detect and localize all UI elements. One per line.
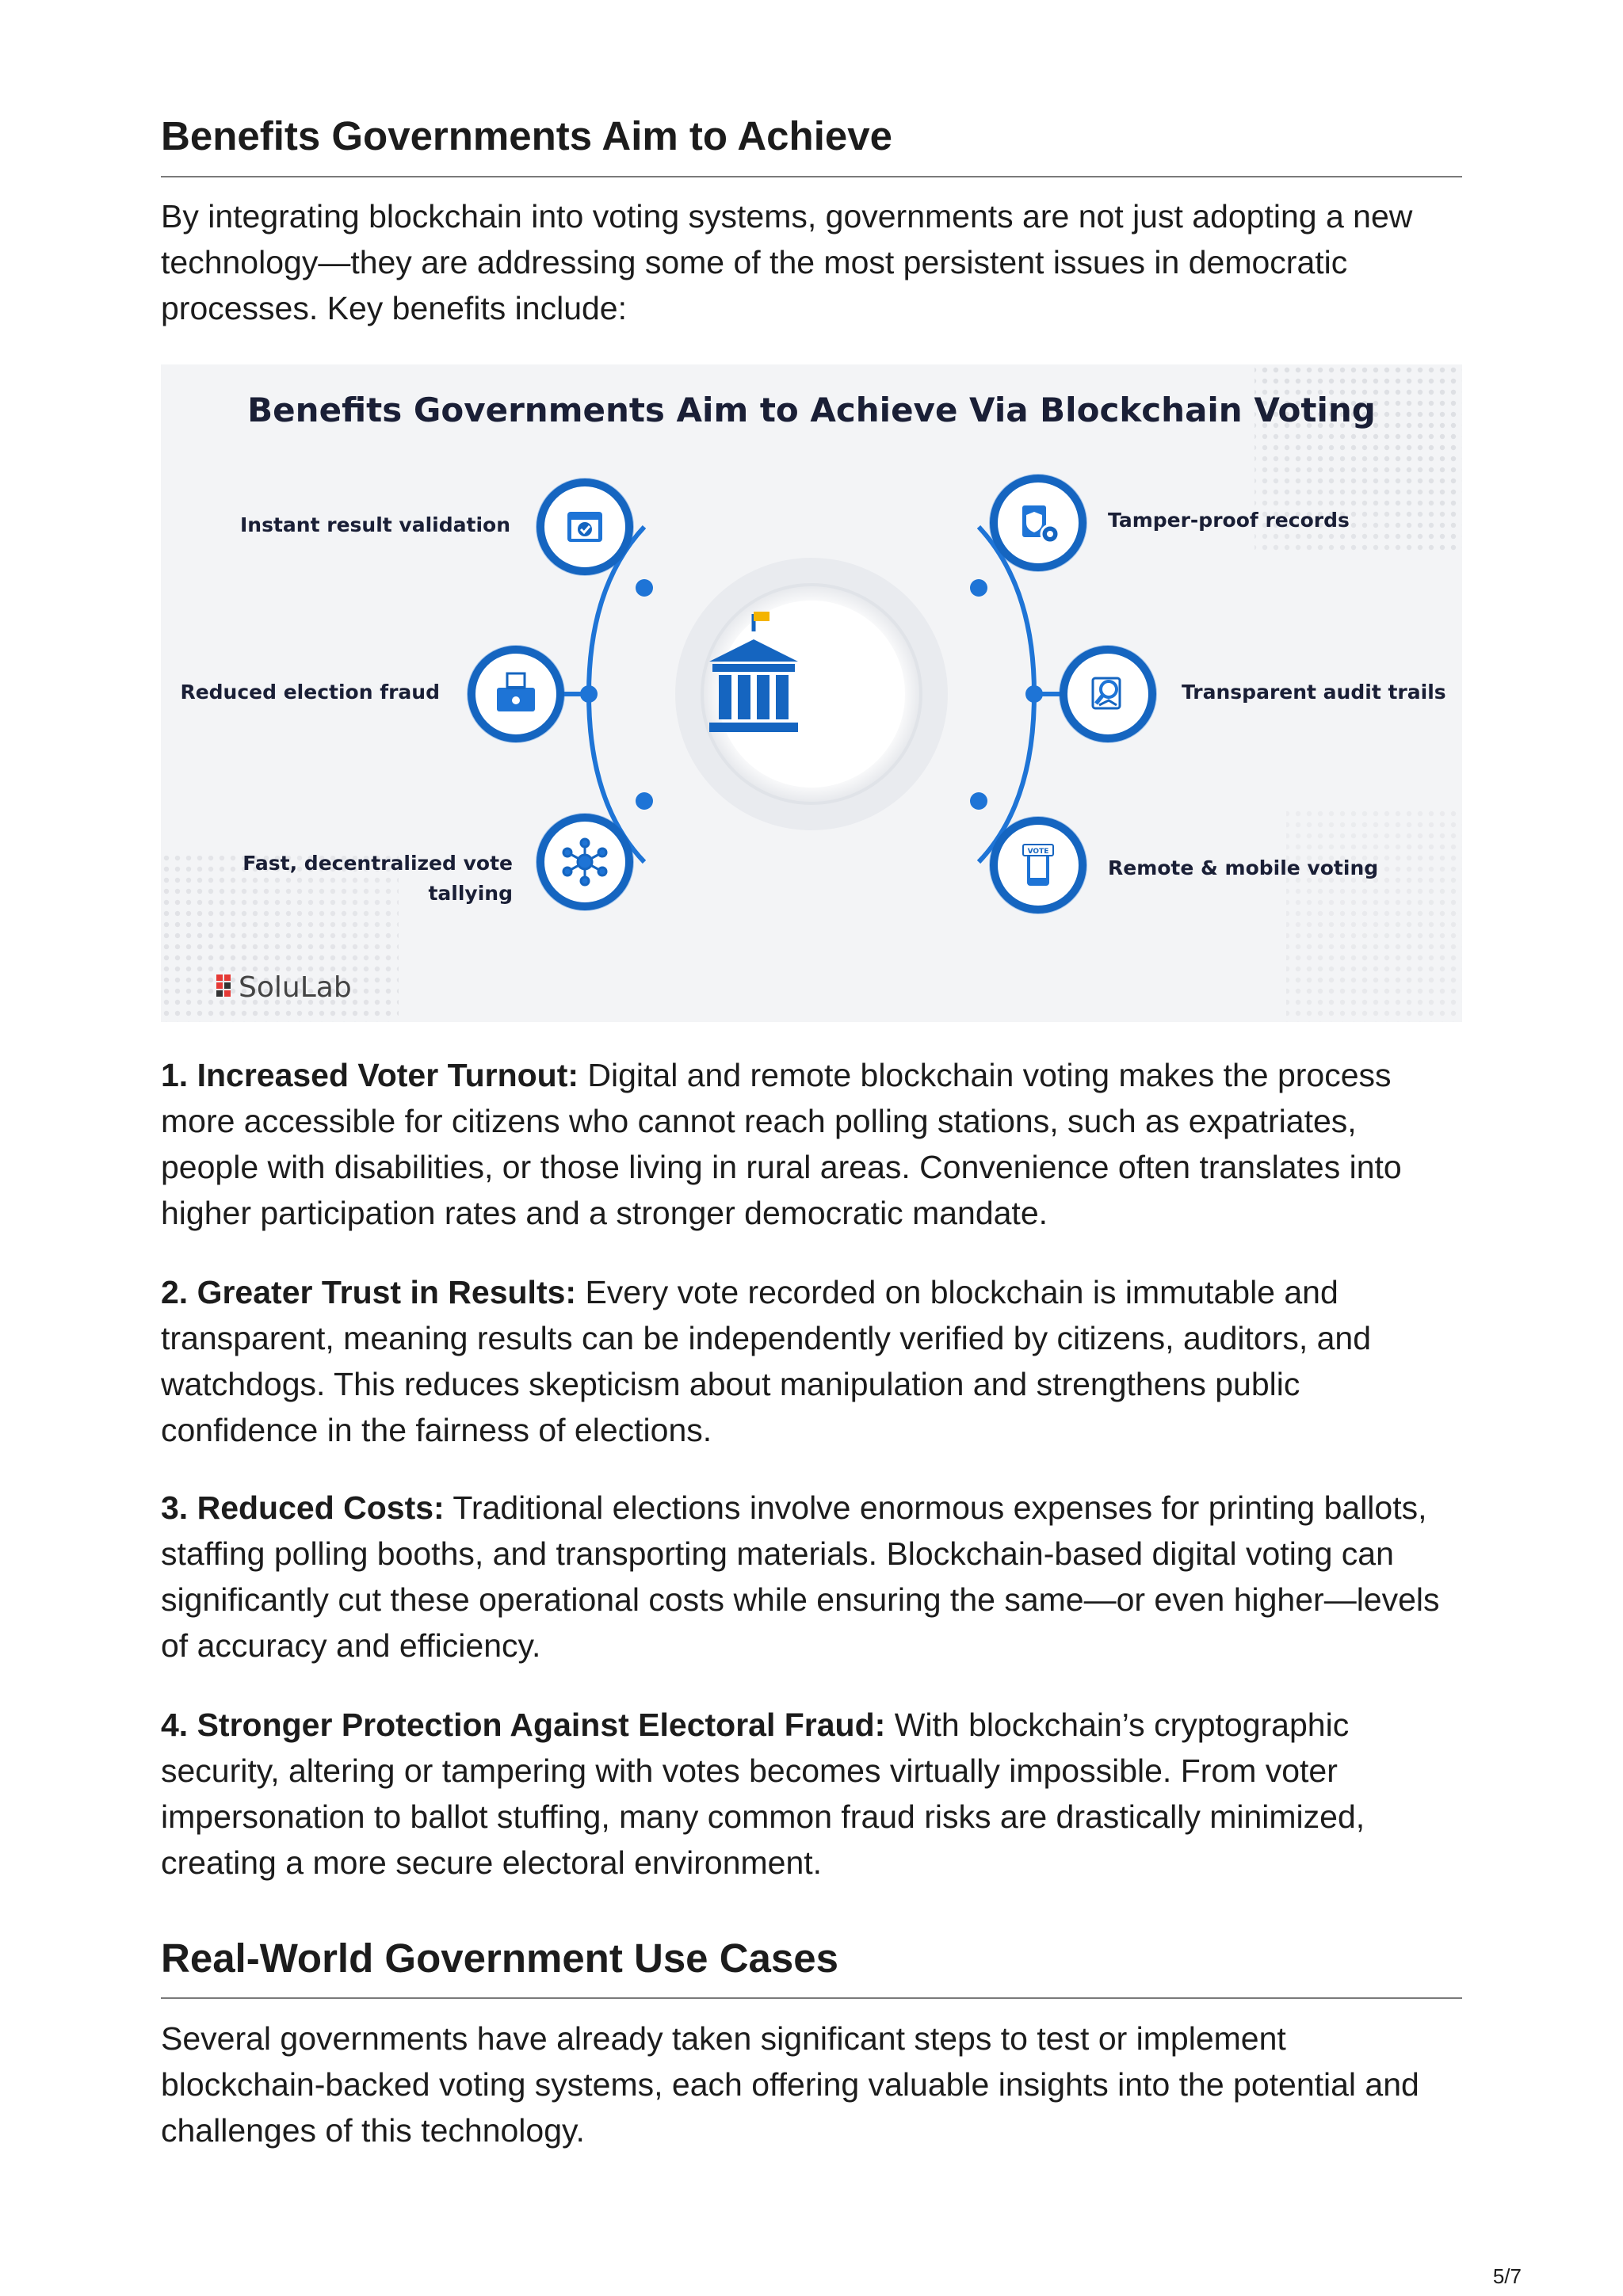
benefit-paragraph-4 bbox=[161, 1702, 1462, 1886]
benefit-heading: 1. Increased Voter Turnout: bbox=[161, 1057, 579, 1093]
section-heading-use-cases bbox=[161, 1936, 1462, 1982]
benefit-text: people with disabilities, or those living in rural areas. Convenience often translates into bbox=[161, 1149, 1402, 1185]
use-cases-line: Several governments have already taken significant steps to test or implement bbox=[161, 2020, 1286, 2057]
benefit-paragraph-2 bbox=[161, 1269, 1462, 1453]
benefit-label: Reduced election fraud bbox=[180, 681, 440, 704]
benefit-text: more accessible for citizens who cannot reach polling stations, such as expatriates, bbox=[161, 1103, 1357, 1139]
benefit-label: Instant result validation bbox=[239, 513, 510, 536]
vote-badge-text: VOTE bbox=[1027, 848, 1049, 856]
benefit-text: higher participation rates and a stronger democratic mandate. bbox=[161, 1195, 1048, 1231]
section-title: Real-World Government Use Cases bbox=[161, 1936, 838, 1981]
benefit-label: Transparent audit trails bbox=[1182, 681, 1446, 704]
benefit-text: Digital and remote blockchain voting makes the process bbox=[579, 1057, 1392, 1093]
benefit-label-line2: tallying bbox=[428, 882, 513, 905]
mobile-vote-icon bbox=[1023, 845, 1053, 886]
infographic-canvas bbox=[161, 364, 1462, 1022]
benefit-paragraph-1 bbox=[161, 1052, 1462, 1236]
intro-line: technology—they are addressing some of the most persistent issues in democratic bbox=[161, 244, 1348, 280]
benefit-text: confidence in the fairness of elections. bbox=[161, 1412, 712, 1448]
brand-name: SoluLab bbox=[239, 971, 352, 1004]
infographic-title: Benefits Governments Aim to Achieve Via Blockchain Voting bbox=[247, 391, 1376, 429]
center-hub bbox=[675, 558, 948, 830]
benefit-paragraph-3 bbox=[161, 1485, 1462, 1669]
benefits-infographic bbox=[161, 364, 1462, 1022]
benefit-text: Every vote recorded on blockchain is immutable and bbox=[576, 1274, 1338, 1310]
section-heading-benefits bbox=[161, 113, 1462, 160]
benefit-text: of accuracy and efficiency. bbox=[161, 1627, 541, 1664]
use-cases-line: blockchain-backed voting systems, each offering valuable insights into the potential and bbox=[161, 2066, 1419, 2103]
benefit-text: With blockchain’s cryptographic bbox=[885, 1707, 1350, 1743]
benefit-text: staffing polling booths, and transporting materials. Blockchain-based digital voting can bbox=[161, 1535, 1394, 1572]
benefit-heading: 4. Stronger Protection Against Electoral Fraud: bbox=[161, 1707, 886, 1743]
page-number: 5/7 bbox=[1492, 2264, 1522, 2288]
use-cases-line: challenges of this technology. bbox=[161, 2112, 585, 2149]
heading-divider bbox=[161, 176, 1462, 177]
benefit-label: Remote & mobile voting bbox=[1108, 856, 1379, 879]
intro-line: By integrating blockchain into voting systems, governments are not just adopting a new bbox=[161, 198, 1413, 235]
use-cases-paragraph bbox=[161, 2016, 1462, 2153]
benefit-text: security, altering or tampering with votes becomes virtually impossible. From voter bbox=[161, 1753, 1338, 1789]
benefit-text: significantly cut these operational costs while ensuring the same—or even higher—levels bbox=[161, 1581, 1440, 1618]
benefit-label-line1: Fast, decentralized vote bbox=[242, 852, 513, 875]
benefit-heading: 2. Greater Trust in Results: bbox=[161, 1274, 577, 1310]
benefit-text: watchdogs. This reduces skepticism about manipulation and strengthens public bbox=[161, 1366, 1300, 1402]
benefit-text: transparent, meaning results can be independently verified by citizens, auditors, and bbox=[161, 1320, 1372, 1356]
benefit-text: impersonation to ballot stuffing, many common fraud risks are drastically minimized, bbox=[161, 1798, 1365, 1835]
section-title: Benefits Governments Aim to Achieve bbox=[161, 113, 892, 158]
benefit-heading: 3. Reduced Costs: bbox=[161, 1489, 445, 1526]
benefit-text: creating a more secure electoral environment. bbox=[161, 1844, 823, 1881]
intro-paragraph bbox=[161, 193, 1462, 331]
heading-divider bbox=[161, 1997, 1462, 1999]
benefit-label: Tamper-proof records bbox=[1108, 509, 1350, 532]
benefit-text: Traditional elections involve enormous expenses for printing ballots, bbox=[444, 1489, 1427, 1526]
browser-check-icon bbox=[567, 512, 602, 542]
intro-line: processes. Key benefits include: bbox=[161, 290, 627, 326]
